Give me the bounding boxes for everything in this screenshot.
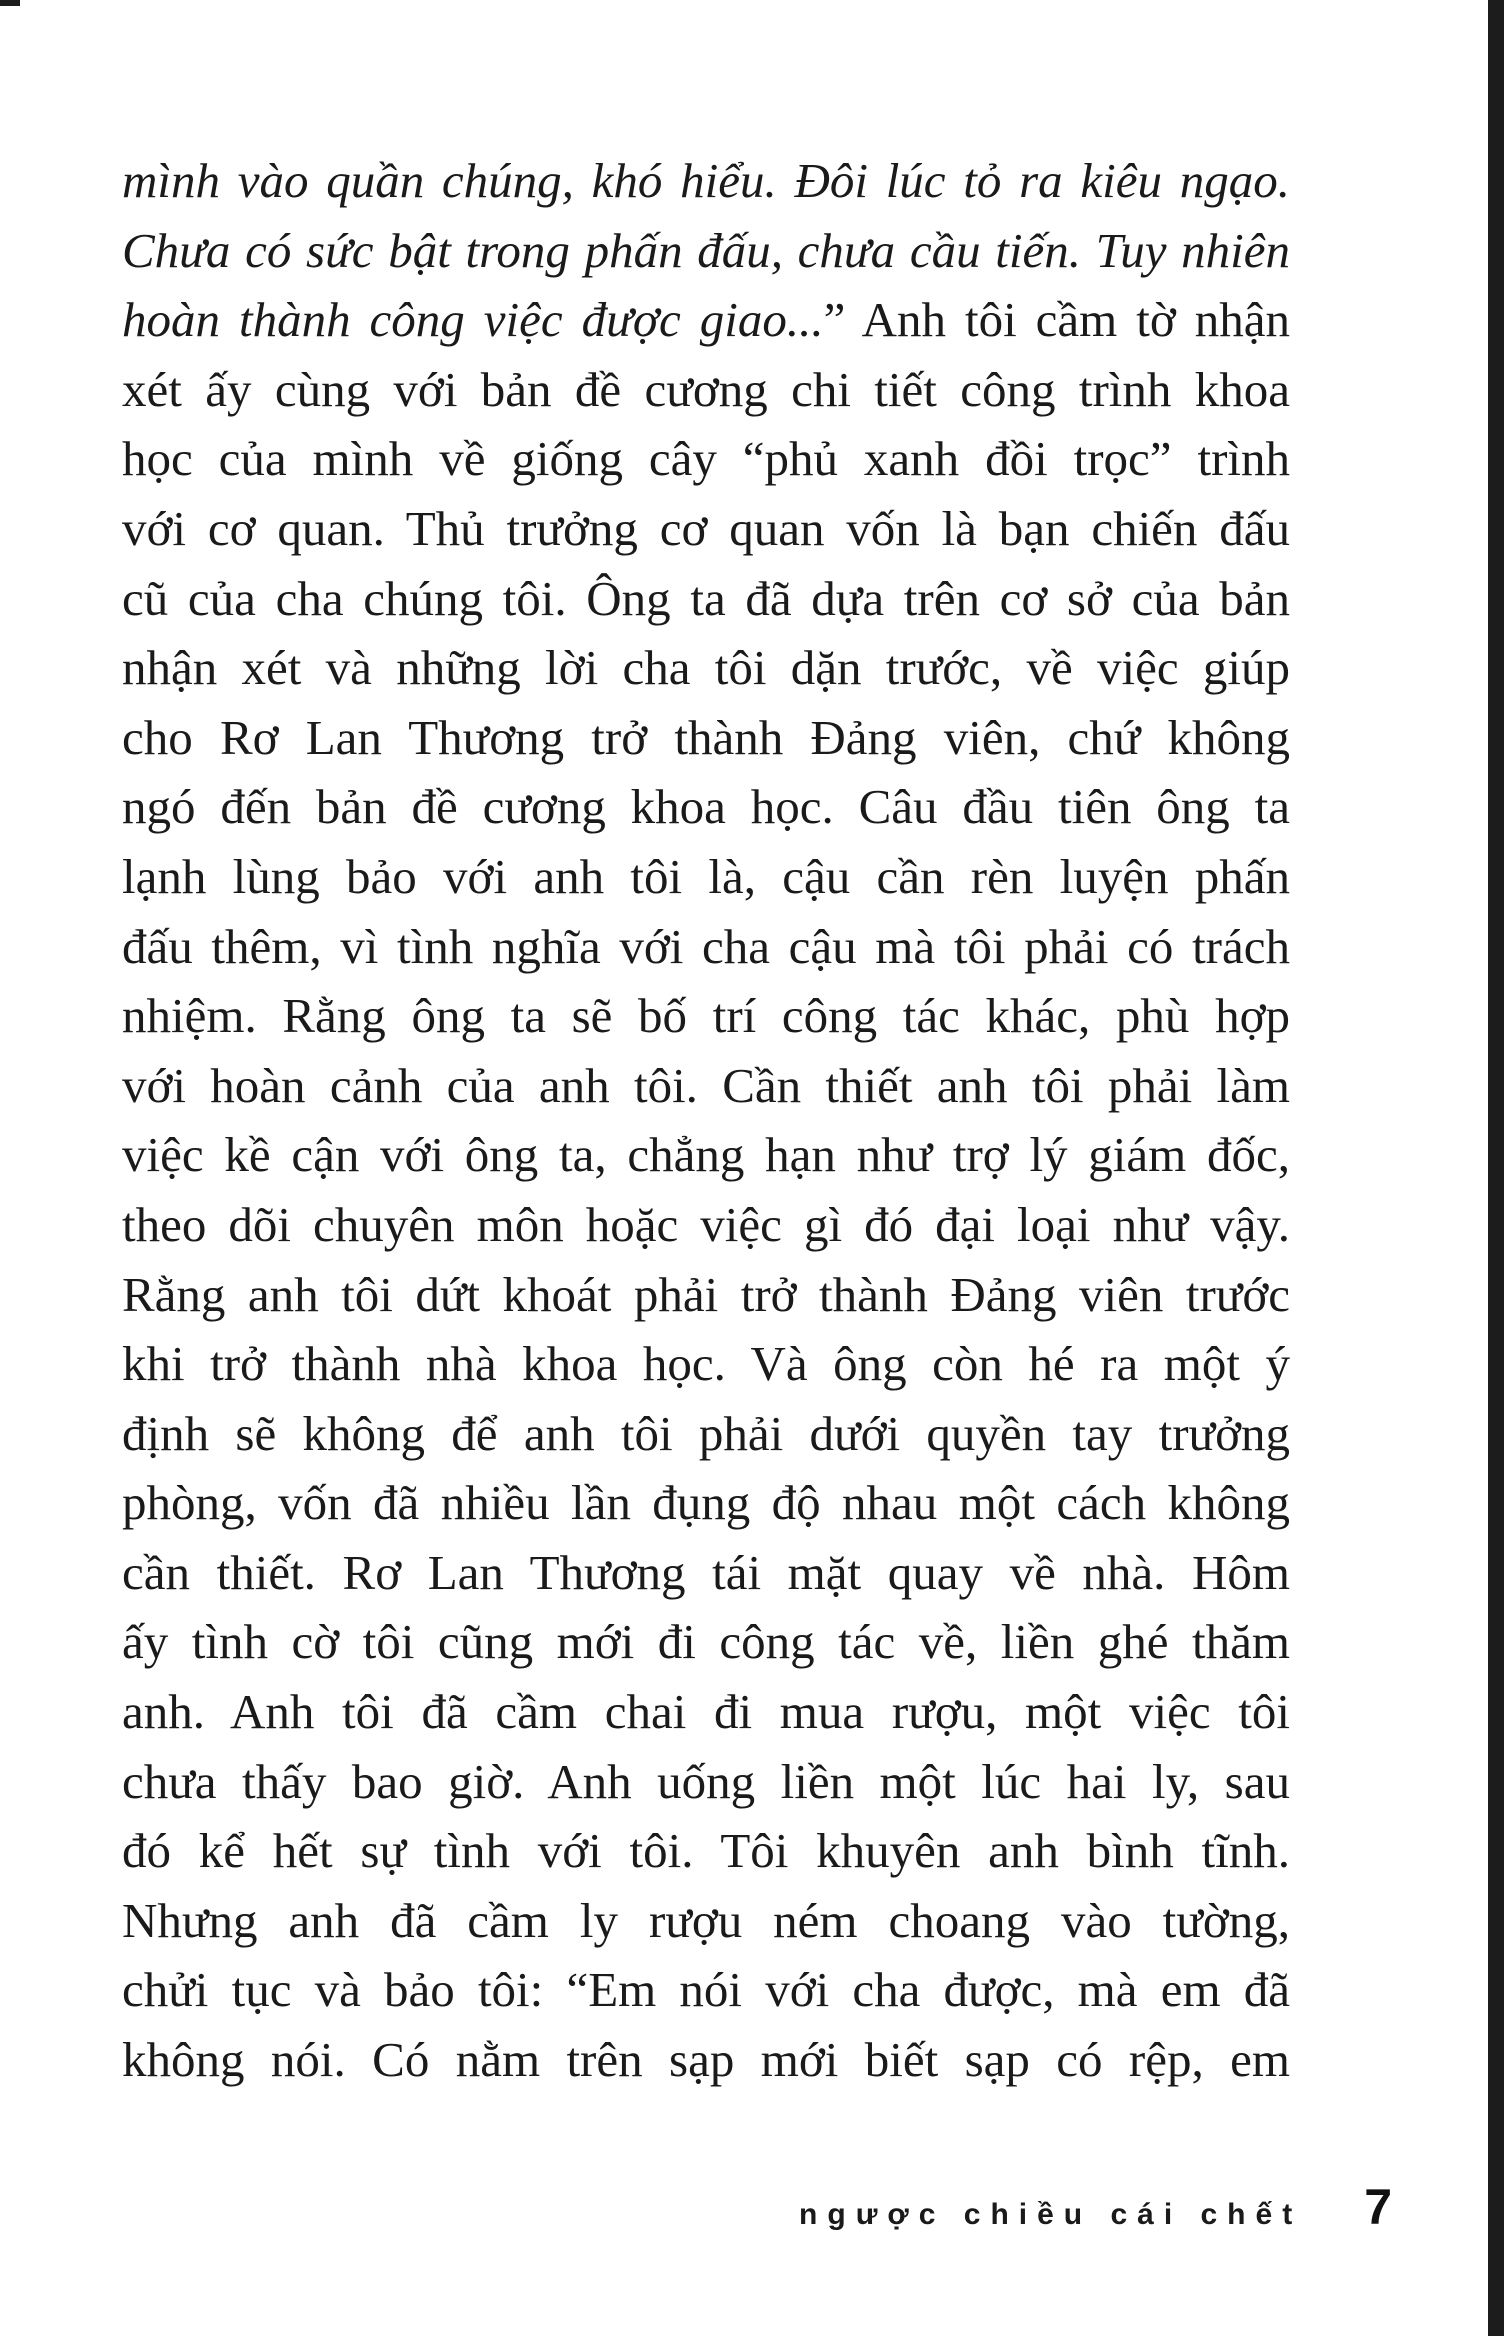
text-line-regular-part: ” Anh tôi cầm tờ nhận	[823, 292, 1290, 348]
text-line: cần thiết. Rơ Lan Thương tái mặt quay về nhà. Hôm	[122, 1544, 1290, 1600]
text-line: ngó đến bản đề cương khoa học. Câu đầu tiên ông ta	[122, 779, 1290, 835]
scan-page-edge	[1488, 0, 1504, 2336]
page-number: 7	[1364, 2179, 1392, 2235]
running-title: ngược chiều cái chết	[799, 2198, 1303, 2231]
text-line: mình vào quần chúng, khó hiểu. Đôi lúc tỏ ra kiêu ngạo.	[122, 153, 1290, 208]
text-line: với hoàn cảnh của anh tôi. Cần thiết anh tôi phải làm	[122, 1057, 1290, 1113]
text-line: đó kể hết sự tình với tôi. Tôi khuyên anh bình tĩnh.	[122, 1823, 1290, 1879]
text-line: việc kề cận với ông ta, chẳng hạn như trợ lý giám đốc,	[122, 1127, 1290, 1183]
text-line: nhiệm. Rằng ông ta sẽ bố trí công tác khác, phù hợp	[122, 988, 1290, 1044]
text-line: đấu thêm, vì tình nghĩa với cha cậu mà tôi phải có trách	[122, 918, 1290, 974]
text-line: khi trở thành nhà khoa học. Và ông còn hé ra một ý	[122, 1336, 1290, 1392]
text-line: chưa thấy bao giờ. Anh uống liền một lúc hai ly, sau	[122, 1753, 1290, 1809]
text-line: lạnh lùng bảo với anh tôi là, cậu cần rèn luyện phấn	[122, 848, 1290, 904]
scan-edge-mark	[0, 0, 20, 6]
text-line: không nói. Có nằm trên sạp mới biết sạp có rệp, em	[122, 2032, 1290, 2088]
text-line: xét ấy cùng với bản đề cương chi tiết công trình khoa	[122, 361, 1290, 417]
text-line: cho Rơ Lan Thương trở thành Đảng viên, chứ không	[122, 709, 1290, 765]
text-line: theo dõi chuyên môn hoặc việc gì đó đại loại như vậy.	[122, 1196, 1290, 1252]
text-line: Chưa có sức bật trong phấn đấu, chưa cầu tiến. Tuy nhiên	[122, 222, 1290, 278]
text-line: học của mình về giống cây “phủ xanh đồi trọc” trình	[122, 431, 1290, 487]
page-footer	[799, 2178, 1392, 2238]
text-line: phòng, vốn đã nhiều lần đụng độ nhau một cách không	[122, 1475, 1290, 1531]
text-line: ấy tình cờ tôi cũng mới đi công tác về, liền ghé thăm	[122, 1614, 1290, 1670]
text-line: anh. Anh tôi đã cầm chai đi mua rượu, một việc tôi	[122, 1684, 1290, 1740]
text-line: Rằng anh tôi dứt khoát phải trở thành Đảng viên trước	[122, 1266, 1290, 1322]
text-line: định sẽ không để anh tôi phải dưới quyền tay trưởng	[122, 1405, 1290, 1461]
text-line: với cơ quan. Thủ trưởng cơ quan vốn là bạn chiến đấu	[122, 500, 1290, 556]
text-line: chửi tục và bảo tôi: “Em nói với cha được, mà em đã	[122, 1962, 1290, 2018]
text-line	[122, 285, 1290, 355]
text-line-italic-part: hoàn thành công việc được giao...	[122, 292, 824, 348]
text-line: cũ của cha chúng tôi. Ông ta đã dựa trên cơ sở của bản	[122, 570, 1290, 626]
body-text	[122, 146, 1290, 2095]
text-line: nhận xét và những lời cha tôi dặn trước, về việc giúp	[122, 640, 1290, 696]
text-line: Nhưng anh đã cầm ly rượu ném choang vào tường,	[122, 1892, 1290, 1948]
